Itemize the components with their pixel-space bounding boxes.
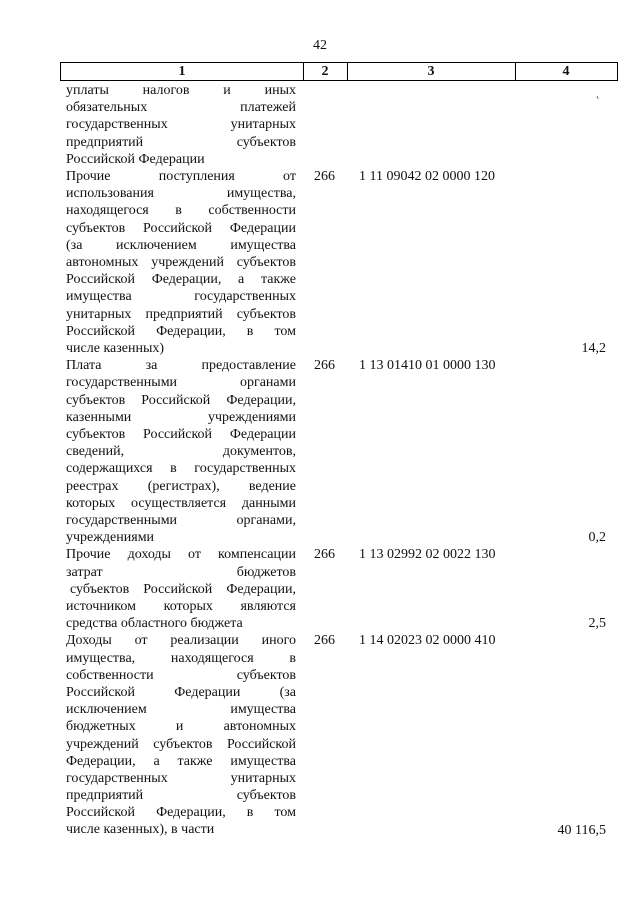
admin-code: 266 — [314, 633, 335, 649]
description-line: субъектов Российской Федерации, — [70, 581, 296, 597]
header-col-3: 3 — [427, 64, 435, 79]
description-line: предприятий субъектов — [66, 788, 296, 804]
description-line: содержащихся в государственных — [66, 461, 296, 477]
description-line: исключением имущества — [66, 702, 296, 718]
description-line: Российской Федерации, в том — [66, 805, 296, 821]
budget-classification-code: 1 13 01410 01 0000 130 — [359, 358, 496, 374]
row-description — [66, 357, 296, 546]
description-line: Прочие поступления от — [66, 169, 296, 184]
row-description — [66, 632, 296, 838]
budget-classification-code: 1 11 09042 02 0000 120 — [359, 169, 495, 184]
budget-classification-code: 1 14 02023 02 0000 410 — [359, 633, 496, 649]
header-col-1: 1 — [178, 64, 186, 79]
amount-value: 0,2 — [588, 530, 606, 546]
description-line: Российской Федерации — [66, 151, 205, 167]
header-col-4: 4 — [562, 64, 570, 79]
description-line: собственности субъектов — [66, 667, 296, 683]
description-line: государственных унитарных — [66, 770, 296, 786]
admin-code: 266 — [314, 547, 335, 563]
budget-classification-code: 1 13 02992 02 0022 130 — [359, 547, 496, 563]
row-description — [66, 82, 296, 168]
description-line: унитарных предприятий субъектов — [66, 306, 296, 322]
description-line: использования имущества, — [66, 186, 296, 202]
amount-value: 2,5 — [588, 616, 606, 632]
scan-speck: ˛ — [596, 85, 600, 99]
description-line: Доходы от реализации иного — [66, 633, 296, 649]
description-line: имущества, находящегося в — [66, 650, 296, 666]
description-line: государственными органами — [66, 375, 296, 391]
description-line: субъектов Российской Федерации — [66, 426, 296, 442]
description-line: средства областного бюджета — [66, 616, 243, 632]
description-line: учреждений субъектов Российской — [66, 736, 296, 752]
header-col-2: 2 — [321, 64, 329, 79]
table-header — [60, 62, 618, 81]
description-line: которых осуществляется данными — [66, 495, 296, 511]
admin-code: 266 — [314, 169, 335, 184]
description-line: реестрах (регистрах), ведение — [66, 478, 296, 494]
description-line: обязательных платежей — [66, 100, 296, 116]
description-line: уплаты налогов и иных — [66, 83, 296, 98]
description-line: автономных учреждений субъектов — [66, 254, 296, 270]
row-description — [66, 546, 296, 632]
admin-code: 266 — [314, 358, 335, 374]
row-description — [66, 168, 296, 357]
description-line: находящегося в собственности — [66, 203, 296, 219]
description-line: предприятий субъектов — [66, 134, 296, 150]
description-line: сведений, документов, — [66, 444, 296, 460]
description-line: имущества государственных — [66, 289, 296, 305]
description-line: числе казенных), в части — [66, 822, 215, 838]
description-line: бюджетных и автономных — [66, 719, 296, 735]
description-line: казенными учреждениями — [66, 409, 296, 425]
description-line: затрат бюджетов — [66, 564, 296, 580]
description-line: Российской Федерации, в том — [66, 323, 296, 339]
amount-value: 14,2 — [581, 341, 606, 356]
description-line: Федерации, а также имущества — [66, 753, 296, 769]
page-number: 42 — [313, 38, 327, 53]
amount-value: 40 116,5 — [557, 822, 606, 838]
description-line: числе казенных) — [66, 340, 165, 356]
description-line: государственными органами, — [66, 512, 296, 528]
description-line: Российской Федерации, а также — [66, 272, 296, 288]
description-line: субъектов Российской Федерации, — [66, 392, 296, 408]
description-line: учреждениями — [66, 530, 155, 546]
description-line: субъектов Российской Федерации — [66, 220, 296, 236]
description-line: источником которых являются — [66, 598, 296, 614]
description-line: государственных унитарных — [66, 117, 296, 133]
description-line: Российской Федерации (за — [66, 684, 296, 700]
description-line: Прочие доходы от компенсации — [66, 547, 296, 563]
description-line: Плата за предоставление — [66, 358, 296, 374]
description-line: (за исключением имущества — [66, 237, 296, 253]
